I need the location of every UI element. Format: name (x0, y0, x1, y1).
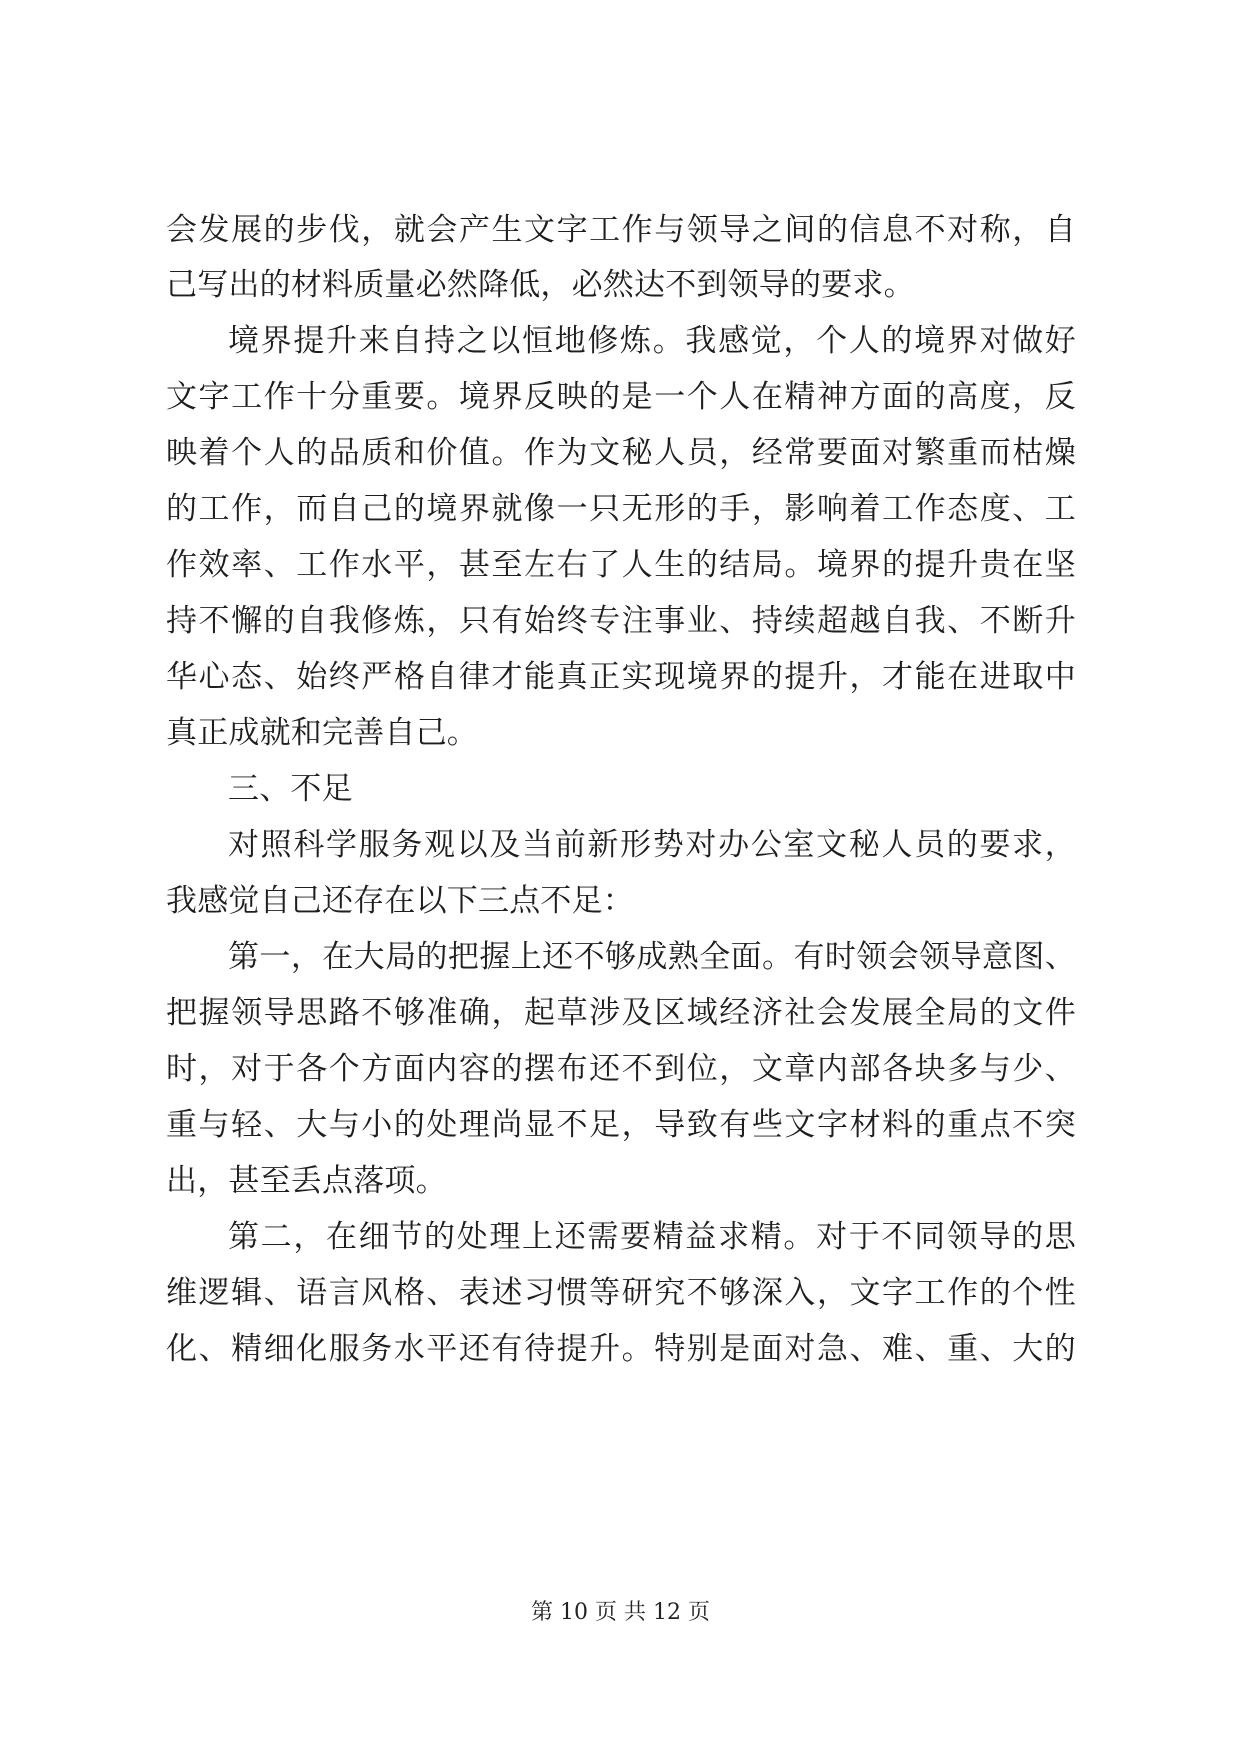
text-line: 持不懈的自我修炼，只有始终专注事业、持续超越自我、不断升 (166, 603, 1076, 639)
text-line: 维逻辑、语言风格、表述习惯等研究不够深入，文字工作的个性 (166, 1275, 1076, 1311)
page-number-footer: 第 10 页 共 12 页 (531, 1600, 710, 1625)
text-line: 我感觉自己还存在以下三点不足： (166, 883, 634, 919)
text-line: 己写出的材料质量必然降低，必然达不到领导的要求。 (166, 267, 915, 303)
text-line: 映着个人的品质和价值。作为文秘人员，经常要面对繁重而枯燥 (166, 435, 1076, 471)
text-line: 华心态、始终严格自律才能真正实现境界的提升，才能在进取中 (166, 659, 1076, 695)
text-line: 时，对于各个方面内容的摆布还不到位，文章内部各块多与少、 (166, 1051, 1076, 1087)
text-line: 真正成就和完善自己。 (166, 715, 478, 751)
text-line: 把握领导思路不够准确，起草涉及区域经济社会发展全局的文件 (166, 995, 1076, 1031)
text-line: 出，甚至丢点落项。 (166, 1163, 447, 1199)
section-heading: 三、不足 (228, 771, 353, 807)
text-line: 境界提升来自持之以恒地修炼。我感觉，个人的境界对做好 (228, 323, 1076, 359)
text-line: 作效率、工作水平，甚至左右了人生的结局。境界的提升贵在坚 (166, 547, 1076, 583)
text-line: 化、精细化服务水平还有待提升。特别是面对急、难、重、大的 (166, 1331, 1076, 1367)
text-line: 文字工作十分重要。境界反映的是一个人在精神方面的高度，反 (166, 379, 1076, 415)
text-line: 第一，在大局的把握上还不够成熟全面。有时领会领导意图、 (228, 939, 1076, 975)
text-line: 重与轻、大与小的处理尚显不足，导致有些文字材料的重点不突 (166, 1107, 1076, 1143)
text-line: 第二，在细节的处理上还需要精益求精。对于不同领导的思 (228, 1219, 1076, 1255)
text-line: 会发展的步伐，就会产生文字工作与领导之间的信息不对称，自 (166, 212, 1076, 248)
text-line: 的工作，而自己的境界就像一只无形的手，影响着工作态度、工 (166, 491, 1076, 527)
text-line: 对照科学服务观以及当前新形势对办公室文秘人员的要求， (228, 827, 1076, 863)
